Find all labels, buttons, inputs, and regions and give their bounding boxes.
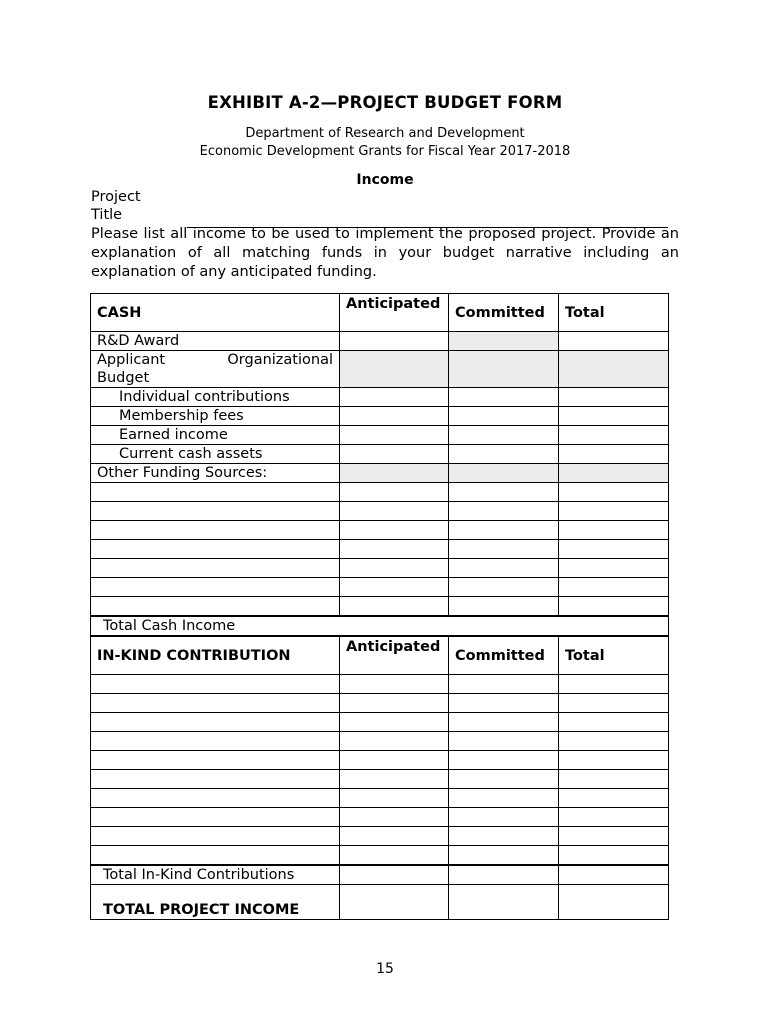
table-row [91,464,669,483]
input-cell[interactable] [559,808,669,827]
input-cell[interactable] [91,789,340,808]
input-cell[interactable] [91,770,340,789]
input-cell[interactable] [559,407,669,426]
inkind-header-row [91,636,669,675]
input-cell[interactable] [559,770,669,789]
input-cell[interactable] [340,578,449,597]
input-cell[interactable] [91,502,340,521]
instructions-text: Please list all income to be used to implement the proposed project. Provide an explanation of all matching funds in your budget narrative including an explanation of any anticipated funding. [91,226,679,280]
input-cell[interactable] [340,751,449,770]
input-cell[interactable] [340,885,449,920]
table-row [91,521,669,540]
input-cell[interactable] [340,732,449,751]
department-name: Department of Research and Development [245,126,525,141]
total-cash-label: Total Cash Income [91,616,669,636]
other-funding-label: Other Funding Sources: [91,464,340,483]
input-cell[interactable] [340,388,449,407]
input-cell[interactable] [449,445,559,464]
table-row [91,827,669,846]
input-cell[interactable] [559,559,669,578]
form-title: EXHIBIT A-2—PROJECT BUDGET FORM [207,93,563,112]
input-cell[interactable] [91,694,340,713]
input-cell[interactable] [449,713,559,732]
input-cell[interactable] [91,483,340,502]
input-cell[interactable] [449,388,559,407]
anticipated-header: Anticipated [340,636,449,675]
input-cell[interactable] [449,694,559,713]
input-cell[interactable] [449,521,559,540]
input-cell[interactable] [91,540,340,559]
input-cell[interactable] [340,827,449,846]
project-label-line1: Project [91,189,141,205]
income-table [90,293,669,920]
input-cell[interactable] [91,732,340,751]
committed-header: Committed [449,636,559,675]
input-cell[interactable] [559,578,669,597]
shaded-cell [340,351,449,388]
input-cell[interactable] [340,846,449,866]
shaded-cell [340,464,449,483]
input-cell[interactable] [91,578,340,597]
input-cell[interactable] [559,426,669,445]
inkind-header: IN-KIND CONTRIBUTION [91,636,340,675]
input-cell[interactable] [340,675,449,694]
total-header: Total [559,636,669,675]
input-cell[interactable] [340,407,449,426]
earned-income-label: Earned income [91,426,340,445]
input-cell[interactable] [449,808,559,827]
applicant-budget-label: Applicant Organizational Budget [91,351,340,388]
input-cell[interactable] [340,770,449,789]
table-row [91,713,669,732]
cash-header: CASH [91,294,340,332]
table-row [91,426,669,445]
input-cell[interactable] [449,540,559,559]
cash-header-row [91,294,669,332]
individual-contributions-label: Individual contributions [91,388,340,407]
table-row [91,751,669,770]
input-cell[interactable] [91,808,340,827]
total-inkind-row [91,865,669,885]
input-cell[interactable] [449,597,559,617]
table-row [91,597,669,617]
table-row [91,445,669,464]
total-cash-row [91,616,669,636]
input-cell[interactable] [559,332,669,351]
input-cell[interactable] [449,846,559,866]
input-cell[interactable] [91,846,340,866]
table-row [91,388,669,407]
shaded-cell [449,332,559,351]
membership-fees-label: Membership fees [91,407,340,426]
input-cell[interactable] [449,770,559,789]
input-cell[interactable] [449,559,559,578]
input-cell[interactable] [559,445,669,464]
input-cell[interactable] [449,578,559,597]
input-cell[interactable] [340,865,449,885]
input-cell[interactable] [340,597,449,617]
input-cell[interactable] [340,713,449,732]
input-cell[interactable] [449,827,559,846]
input-cell[interactable] [91,751,340,770]
table-row [91,559,669,578]
input-cell[interactable] [449,732,559,751]
current-cash-assets-label: Current cash assets [91,445,340,464]
input-cell[interactable] [449,675,559,694]
total-header: Total [559,294,669,332]
input-cell[interactable] [449,885,559,920]
input-cell[interactable] [449,865,559,885]
input-cell[interactable] [559,846,669,866]
input-cell[interactable] [340,694,449,713]
input-cell[interactable] [559,675,669,694]
input-cell[interactable] [449,426,559,445]
shaded-cell [559,351,669,388]
total-project-row [91,885,669,920]
input-cell[interactable] [340,540,449,559]
input-cell[interactable] [559,751,669,770]
input-cell[interactable] [340,426,449,445]
input-cell[interactable] [91,521,340,540]
input-cell[interactable] [559,865,669,885]
table-row [91,483,669,502]
input-cell[interactable] [449,789,559,808]
page-number: 15 [376,961,394,977]
input-cell[interactable] [559,827,669,846]
rd-award-label: R&D Award [91,332,340,351]
total-inkind-label: Total In-Kind Contributions [91,865,340,885]
input-cell[interactable] [449,483,559,502]
input-cell[interactable] [340,808,449,827]
table-row [91,502,669,521]
table-row [91,732,669,751]
table-row [91,675,669,694]
project-label-line2: Title [91,207,123,223]
input-cell[interactable] [91,559,340,578]
input-cell[interactable] [340,789,449,808]
shaded-cell [449,351,559,388]
anticipated-header: Anticipated [340,294,449,332]
input-cell[interactable] [559,502,669,521]
shaded-cell [559,464,669,483]
table-row [91,770,669,789]
input-cell[interactable] [559,521,669,540]
input-cell[interactable] [340,332,449,351]
section-heading: Income [356,172,414,188]
program-name: Economic Development Grants for Fiscal Year 2017-2018 [199,144,571,159]
table-row [91,694,669,713]
input-cell[interactable] [559,483,669,502]
input-cell[interactable] [559,540,669,559]
table-row [91,846,669,866]
table-row [91,808,669,827]
input-cell[interactable] [559,388,669,407]
table-row [91,332,669,351]
shaded-cell [449,464,559,483]
input-cell[interactable] [340,521,449,540]
input-cell[interactable] [91,597,340,617]
input-cell[interactable] [559,713,669,732]
input-cell[interactable] [559,694,669,713]
table-row [91,789,669,808]
input-cell[interactable] [559,789,669,808]
input-cell[interactable] [559,597,669,617]
total-project-label: TOTAL PROJECT INCOME [91,885,340,920]
table-row [91,351,669,388]
input-cell[interactable] [340,559,449,578]
input-cell[interactable] [449,407,559,426]
table-row [91,540,669,559]
input-cell[interactable] [559,885,669,920]
table-row [91,578,669,597]
input-cell[interactable] [91,675,340,694]
input-cell[interactable] [340,483,449,502]
input-cell[interactable] [449,502,559,521]
input-cell[interactable] [559,732,669,751]
table-row [91,407,669,426]
input-cell[interactable] [91,827,340,846]
input-cell[interactable] [340,445,449,464]
committed-header: Committed [449,294,559,332]
input-cell[interactable] [91,713,340,732]
input-cell[interactable] [340,502,449,521]
input-cell[interactable] [449,751,559,770]
